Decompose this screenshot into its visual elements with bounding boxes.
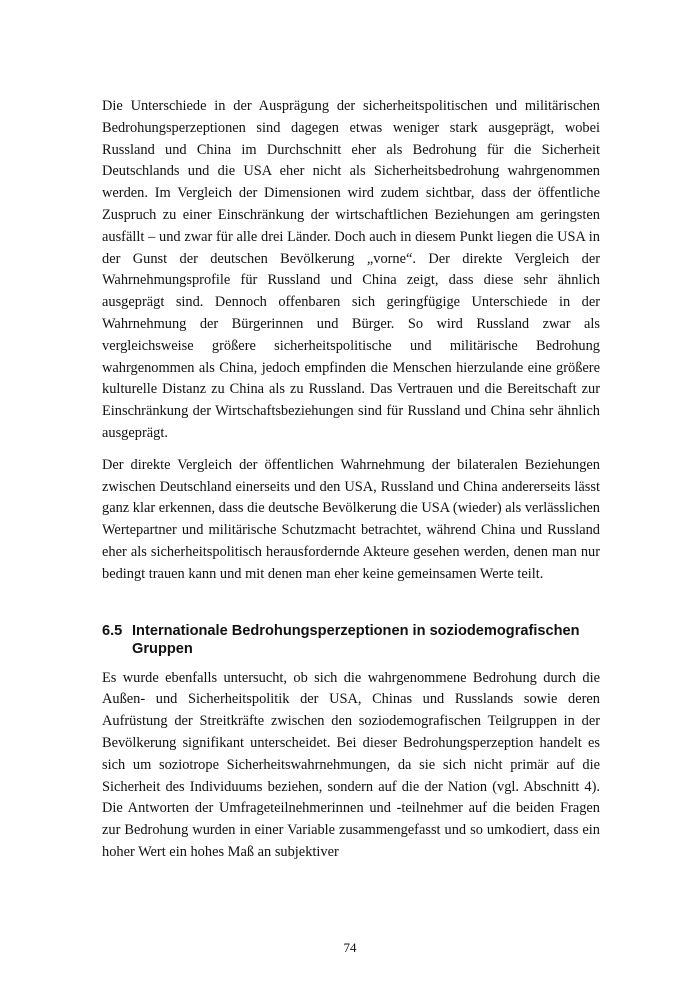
section-heading <box>102 622 600 658</box>
section-number: 6.5 <box>102 622 123 639</box>
body-paragraph: Die Unterschiede in der Ausprägung der sicherheitspolitischen und militärischen Bedrohungsperzeptionen sind dagegen etwas weniger stark ausgeprägt, wobei Russland und China im Durchschnitt eher als Bedrohung für die Sicherheit Deutschlands und die USA eher nicht als Sicherheitsbedrohung wahrgenommen werden. Im Vergleich der Dimensionen wird zudem sichtbar, dass der öffentliche Zuspruch zu einer Einschränkung der wirtschaftlichen Beziehungen am geringsten ausfällt – und zwar für alle drei Länder. Doch auch in diesem Punkt liegen die USA in der Gunst der deutschen Bevölkerung „vorne“. Der direkte Vergleich der Wahrnehmungsprofile für Russland und China zeigt, dass diese sehr ähnlich ausgeprägt sind. Dennoch offenbaren sich geringfügige Unterschiede in der Wahrnehmung der Bürgerinnen und Bürger. So wird Russland zwar als vergleichsweise größere sicherheitspolitische und militärische Bedrohung wahrgenommen als China, jedoch empfinden die Menschen hierzulande eine größere kulturelle Distanz zu China als zu Russland. Das Vertrauen und die Bereitschaft zur Einschränkung der Wirtschaftsbeziehungen sind für Russland und China sehr ähnlich ausgeprägt. <box>102 98 600 441</box>
body-paragraph: Es wurde ebenfalls untersucht, ob sich die wahrgenommene Bedrohung durch die Außen- und Sicherheitspolitik der USA, Chinas und Russlands sowie deren Aufrüstung der Streitkräfte zwischen den soziodemografischen Teilgruppen in der Bevölkerung signifikant unterscheidet. Bei dieser Bedrohungsperzeption handelt es sich um soziotrope Sicherheitswahrnehmungen, da sie sich nicht primär auf die Sicherheit des Individuums beziehen, sondern auf die der Nation (vgl. Abschnitt 4). Die Antworten der Umfrageteilnehmerinnen und -teilnehmer auf die beiden Fragen zur Bedrohung wurden in einer Variable zusammengefasst und so umkodiert, dass ein hoher Wert ein hohes Maß an subjektiver <box>102 669 600 860</box>
page-body <box>102 96 600 864</box>
section-title: Internationale Bedrohungsperzeptionen in soziodemografischen Gruppen <box>132 622 580 657</box>
body-paragraph: Der direkte Vergleich der öffentlichen Wahrnehmung der bilateralen Beziehungen zwischen Deutschland einerseits und den USA, Russland und China andererseits lässt ganz klar erkennen, dass die deutsche Bevölkerung die USA (wieder) als verlässlichen Wertepartner und militärische Schutzmacht betrachtet, während China und Russland eher als sicherheitspolitisch herausfordernde Akteure gesehen werden, denen man nur bedingt trauen kann und mit denen man eher keine gemeinsamen Werte teilt. <box>102 456 600 582</box>
page-number: 74 <box>343 940 357 955</box>
